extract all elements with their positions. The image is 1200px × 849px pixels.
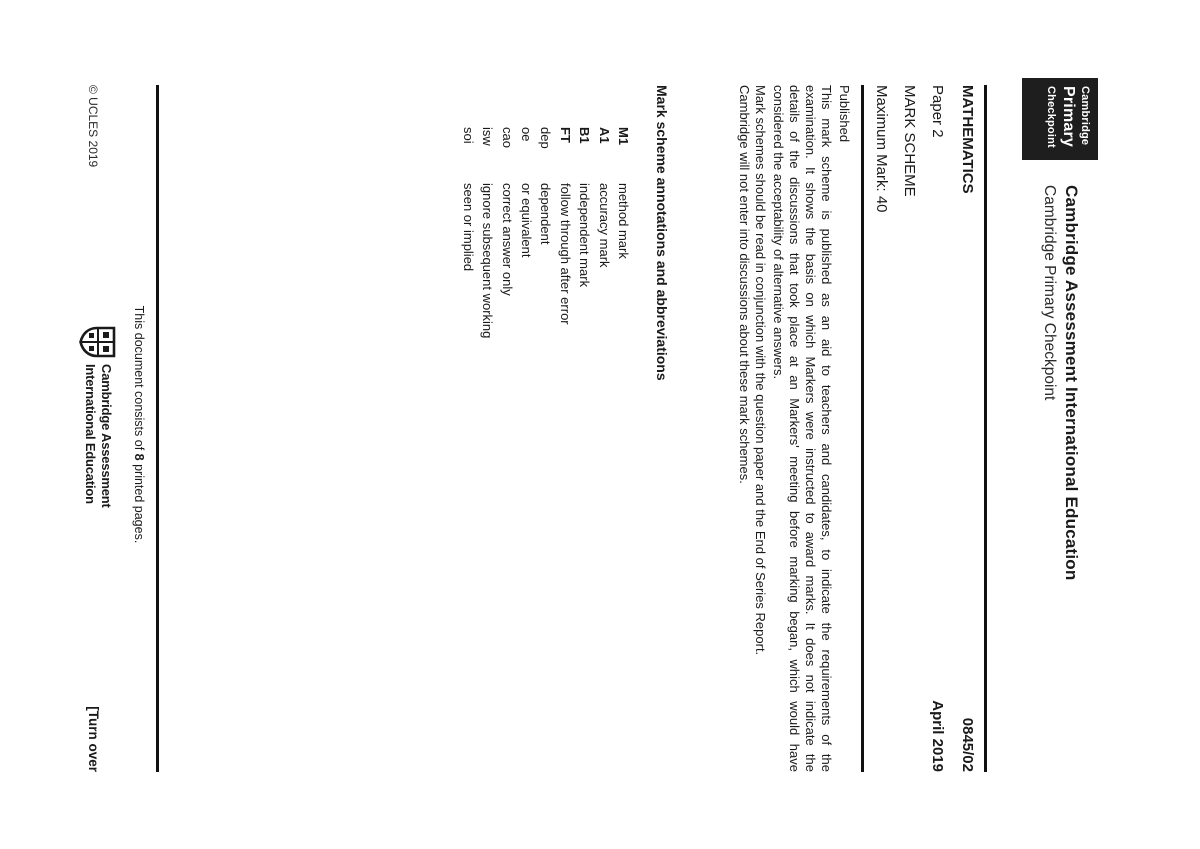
abbreviation-row-soi xyxy=(460,127,476,271)
abbreviation-meaning: correct answer only xyxy=(500,183,515,296)
org-title: Cambridge Assessment International Education xyxy=(1062,185,1081,581)
product-title: Cambridge Primary Checkpoint xyxy=(1041,185,1058,401)
cambridge-primary-checkpoint-logo xyxy=(1022,78,1098,160)
footer-logo-line-1: Cambridge Assessment xyxy=(99,364,114,508)
abbreviation-row-isw xyxy=(479,127,495,338)
abbreviation-row-ft xyxy=(557,127,573,325)
paper-code: 0845/02 xyxy=(959,717,976,772)
abbreviation-code: oe xyxy=(519,127,534,142)
abbreviation-meaning: seen or implied xyxy=(461,183,476,272)
page-count-suffix: printed pages. xyxy=(132,460,146,544)
abbreviation-meaning: follow through after error xyxy=(558,183,573,325)
abbreviation-meaning: independent mark xyxy=(577,183,592,288)
abbreviation-row-dep xyxy=(537,127,553,244)
abbreviation-meaning: accuracy mark xyxy=(597,183,612,268)
header-rule xyxy=(984,85,987,772)
logo-word-cambridge: Cambridge xyxy=(1079,86,1091,146)
title-rule xyxy=(861,85,864,772)
no-discussions-note: Cambridge will not enter into discussions about these mark schemes. xyxy=(737,85,752,484)
subject-row xyxy=(958,85,976,772)
paper-row xyxy=(928,85,946,772)
abbreviation-code: dep xyxy=(538,127,553,149)
footer-rule xyxy=(156,85,159,772)
abbreviation-code: B1 xyxy=(577,127,592,144)
disclaimer-paragraph xyxy=(770,85,834,772)
abbreviation-code: cao xyxy=(500,127,515,148)
max-mark: Maximum Mark: 40 xyxy=(873,85,890,213)
max-mark-row xyxy=(872,85,890,772)
abbreviation-meaning: or equivalent xyxy=(519,183,534,258)
abbreviation-row-oe xyxy=(518,127,534,257)
abbreviation-meaning: ignore subsequent working xyxy=(480,183,495,339)
header xyxy=(1039,185,1082,580)
abbreviation-row-cao xyxy=(499,127,515,296)
abbreviation-meaning: dependent xyxy=(538,183,553,245)
abbreviation-code: A1 xyxy=(597,127,612,144)
conjunction-note: Mark schemes should be read in conjunction with the question paper and the End of Series Report. xyxy=(753,85,768,656)
doc-type: MARK SCHEME xyxy=(901,85,918,197)
published-label: Published xyxy=(837,85,852,143)
subject-title: MATHEMATICS xyxy=(959,85,976,194)
abbreviation-code: isw xyxy=(480,127,495,146)
abbreviation-row-b1 xyxy=(576,127,592,287)
exam-session: April 2019 xyxy=(929,700,946,772)
disclaimer-line-2: examination. It shows the basis on which Markers were instructed to award marks. It does not indicate the xyxy=(803,85,818,772)
footer-logo-line-2: International Education xyxy=(83,364,99,504)
page-count-note xyxy=(132,0,146,849)
paper-number: Paper 2 xyxy=(929,85,946,138)
footer-logo xyxy=(83,364,114,508)
logo-word-checkpoint: Checkpoint xyxy=(1045,86,1057,148)
annotations-heading: Mark scheme annotations and abbreviations xyxy=(654,85,670,381)
copyright-notice: © UCLES 2019 xyxy=(86,85,100,168)
abbreviation-code: FT xyxy=(558,127,573,143)
disclaimer-line-1: This mark scheme is published as an aid to teachers and candidates, to indicate the requirements of the xyxy=(819,85,834,772)
abbreviation-row-a1 xyxy=(596,127,612,268)
abbreviation-code: soi xyxy=(461,127,476,144)
page-count-prefix: This document consists of xyxy=(132,305,146,454)
doc-type-row xyxy=(900,85,918,772)
abbreviation-row-m1 xyxy=(615,127,631,259)
abbreviation-code: M1 xyxy=(616,127,631,146)
disclaimer-line-3: details of the discussions that took place at an Markers' meeting before marking began, which would have xyxy=(787,85,802,772)
logo-word-primary: Primary xyxy=(1060,86,1077,147)
page-count-number: 8 xyxy=(132,453,146,461)
turn-over-label: [Turn over xyxy=(86,706,101,772)
cambridge-shield-icon xyxy=(79,326,116,358)
abbreviation-meaning: method mark xyxy=(616,183,631,259)
disclaimer-line-4: considered the acceptability of alternative answers. xyxy=(771,85,786,380)
